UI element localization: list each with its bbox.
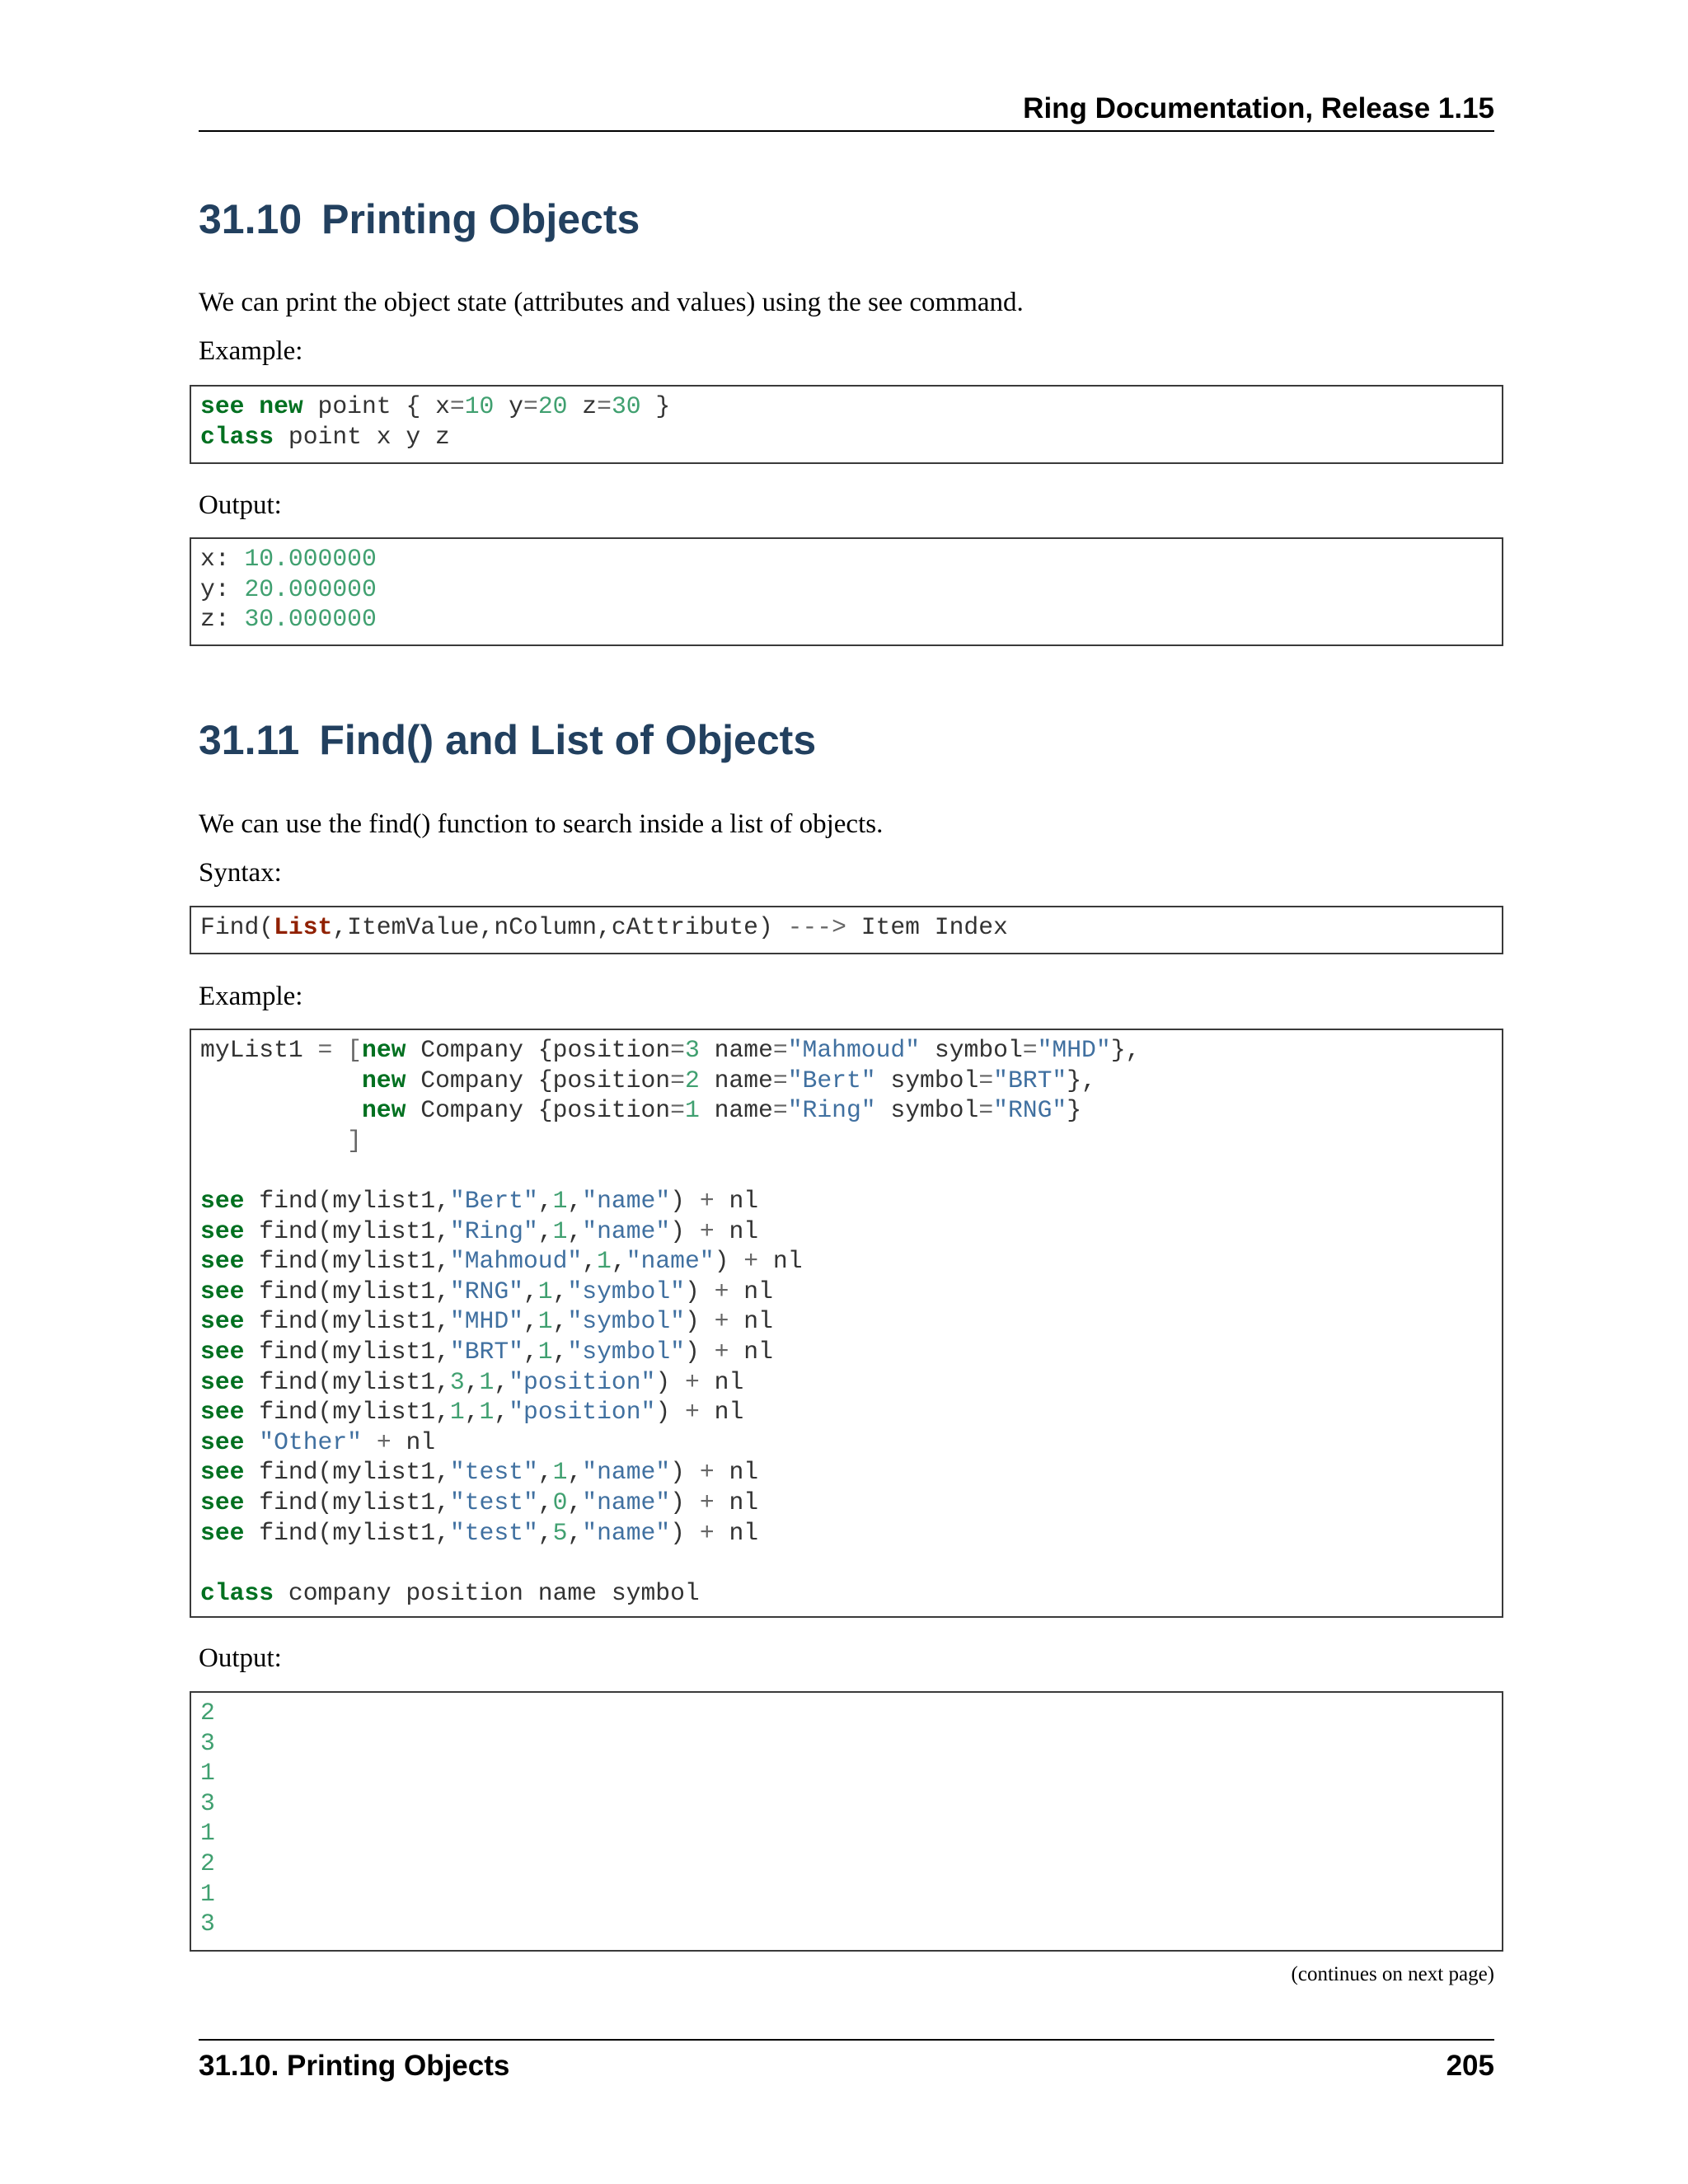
code-text: nl — [391, 1427, 436, 1456]
code-line — [200, 1849, 1493, 1879]
code-line — [200, 1155, 1493, 1186]
section-number: 31.11 — [199, 717, 300, 763]
code-line — [200, 1427, 1493, 1458]
code-text: y: — [200, 574, 245, 603]
keyword-token: see — [200, 1216, 245, 1245]
code-line — [200, 1306, 1493, 1337]
string-token: "BRT" — [993, 1066, 1067, 1094]
code-text: find(mylist1, — [244, 1488, 450, 1516]
code-text: point x y z — [274, 422, 450, 451]
code-text: , — [582, 1247, 598, 1276]
code-line — [200, 1277, 1493, 1307]
operator-token: ---> — [787, 913, 846, 941]
number-token: 1 — [200, 1879, 215, 1908]
operator-token: = — [1022, 1036, 1038, 1064]
code-text: symbol — [920, 1036, 1023, 1064]
section-number: 31.10 — [199, 196, 302, 242]
code-text: } — [1067, 1096, 1082, 1125]
code-text: ,ItemValue,nColumn,cAttribute) — [332, 913, 788, 941]
code-text: }, — [1110, 1036, 1141, 1064]
code-text: nl — [714, 1488, 759, 1516]
code-line — [200, 1337, 1493, 1367]
code-text: nl — [758, 1247, 803, 1276]
operator-token: + — [699, 1518, 715, 1547]
running-header: Ring Documentation, Release 1.15 — [1023, 92, 1494, 124]
code-line — [200, 1246, 1493, 1277]
keyword-token: see — [200, 1277, 245, 1305]
code-block — [190, 385, 1503, 464]
operator-token: = — [772, 1066, 788, 1094]
code-line — [200, 1457, 1493, 1488]
code-text — [200, 1096, 362, 1124]
operator-token: + — [699, 1186, 715, 1215]
output-block — [190, 1691, 1503, 1952]
footer-section-title: 31.10. Printing Objects — [199, 2050, 510, 2082]
code-text: ) — [714, 1247, 744, 1276]
code-text: x: — [200, 545, 245, 573]
code-text: , — [523, 1337, 538, 1366]
code-line — [200, 1126, 1493, 1156]
code-line — [200, 574, 1493, 605]
keyword-token: class — [200, 1578, 274, 1607]
operator-token: + — [699, 1216, 715, 1245]
code-line — [200, 1066, 1493, 1096]
code-text: } — [640, 392, 671, 420]
syntax-block — [190, 906, 1503, 954]
number-token: 3 — [200, 1788, 215, 1817]
keyword-token: see — [200, 1307, 245, 1336]
code-text: , — [552, 1307, 568, 1336]
code-text: ) — [670, 1186, 700, 1215]
string-token: "name" — [582, 1458, 671, 1487]
code-text: , — [537, 1518, 553, 1547]
string-token: "symbol" — [567, 1277, 685, 1305]
code-text: nl — [699, 1367, 744, 1396]
operator-token: + — [699, 1488, 715, 1516]
code-text: Company {position — [406, 1096, 671, 1125]
code-text: , — [494, 1398, 509, 1427]
string-token: "name" — [582, 1186, 671, 1215]
string-token: "Ring" — [449, 1216, 538, 1245]
code-text: find(mylist1, — [244, 1458, 450, 1487]
code-text — [200, 1066, 362, 1094]
code-text — [244, 1428, 259, 1456]
string-token: "RNG" — [993, 1096, 1067, 1125]
code-line — [200, 1879, 1493, 1910]
code-line — [200, 604, 1493, 635]
syntax-label: Syntax: — [199, 858, 282, 888]
keyword-token: see — [200, 1458, 245, 1487]
keyword-token: see — [200, 1427, 245, 1456]
operator-token: + — [714, 1307, 729, 1336]
code-line — [200, 912, 1493, 943]
operator-token: = — [978, 1096, 994, 1125]
operator-token: = — [670, 1096, 685, 1125]
operator-token: = — [670, 1066, 685, 1094]
code-text: nl — [729, 1307, 773, 1336]
section-intro: We can print the object state (attributes and values) using the see command. — [199, 288, 1024, 317]
code-text: company position name symbol — [274, 1578, 700, 1607]
output-label: Output: — [199, 1643, 282, 1673]
operator-token: + — [684, 1367, 700, 1396]
number-token: 20 — [537, 392, 568, 420]
keyword-token: see — [200, 1367, 245, 1396]
code-text: , — [494, 1367, 509, 1396]
string-token: "name" — [626, 1247, 715, 1276]
code-text: ) — [670, 1488, 700, 1516]
code-line — [200, 1788, 1493, 1819]
code-line — [200, 1095, 1493, 1126]
string-token: "test" — [449, 1458, 538, 1487]
number-token: 1 — [537, 1277, 553, 1305]
code-text: point { x — [302, 392, 450, 420]
number-token: 5 — [552, 1518, 568, 1547]
code-text: y — [494, 392, 523, 420]
number-token: 2 — [200, 1849, 215, 1877]
operator-token: + — [699, 1458, 715, 1487]
code-line — [200, 1397, 1493, 1427]
operator-token: = — [978, 1066, 994, 1094]
code-text — [332, 1036, 347, 1064]
code-line — [200, 1698, 1493, 1728]
code-line — [200, 1367, 1493, 1398]
string-token: "symbol" — [567, 1307, 685, 1336]
operator-token: + — [714, 1337, 729, 1366]
code-line — [200, 1758, 1493, 1788]
operator-token: = — [772, 1036, 788, 1064]
code-text: z — [567, 392, 598, 420]
output-label: Output: — [199, 490, 282, 520]
code-text: nl — [729, 1277, 773, 1305]
string-token: "position" — [509, 1398, 656, 1427]
code-text: , — [537, 1458, 553, 1487]
code-text: find(mylist1, — [244, 1518, 450, 1547]
section-heading-printing-objects — [199, 193, 640, 246]
code-text: nl — [714, 1458, 759, 1487]
code-line — [200, 1818, 1493, 1849]
number-token: 2 — [684, 1066, 700, 1094]
number-token: 1 — [552, 1186, 568, 1215]
code-text: , — [552, 1337, 568, 1366]
section-intro: We can use the find() function to search inside a list of objects. — [199, 809, 884, 839]
operator-token: = — [772, 1096, 788, 1125]
number-token: 1 — [537, 1307, 553, 1336]
code-text: find(mylist1, — [244, 1216, 450, 1245]
code-text: , — [537, 1488, 553, 1516]
code-text: find(mylist1, — [244, 1247, 450, 1276]
code-text: ) — [655, 1398, 685, 1427]
code-text: , — [567, 1518, 583, 1547]
string-token: "name" — [582, 1518, 671, 1547]
code-text: symbol — [875, 1096, 979, 1125]
code-text: name — [699, 1096, 773, 1125]
code-text: , — [552, 1277, 568, 1305]
code-text: Company {position — [406, 1066, 671, 1094]
string-token: "Bert" — [787, 1066, 876, 1094]
code-text: find(mylist1, — [244, 1367, 450, 1396]
keyword-token: see — [200, 392, 245, 420]
string-token: "Bert" — [449, 1186, 538, 1215]
keyword-token: see — [200, 1247, 245, 1276]
number-token: 1 — [479, 1398, 495, 1427]
code-line — [200, 1909, 1493, 1939]
code-text: , — [464, 1367, 480, 1396]
keyword-token: new — [259, 392, 303, 420]
string-token: "MHD" — [1037, 1036, 1111, 1064]
operator-token: + — [743, 1247, 759, 1276]
code-text — [362, 1428, 377, 1456]
number-token: 3 — [449, 1367, 465, 1396]
operator-token: = — [317, 1036, 333, 1064]
string-token: "position" — [509, 1367, 656, 1396]
keyword-token: new — [361, 1096, 406, 1125]
string-token: "RNG" — [449, 1277, 523, 1305]
operator-token: = — [449, 392, 465, 420]
keyword-token: see — [200, 1518, 245, 1547]
code-text: ) — [670, 1518, 700, 1547]
keyword-token: see — [200, 1186, 245, 1215]
string-token: "name" — [582, 1488, 671, 1516]
footer-rule — [199, 2039, 1494, 2041]
string-token: "Mahmoud" — [787, 1036, 921, 1064]
output-block — [190, 537, 1503, 646]
string-token: "Mahmoud" — [449, 1247, 583, 1276]
code-text: , — [567, 1186, 583, 1215]
code-text: , — [567, 1488, 583, 1516]
header-rule — [199, 130, 1494, 132]
code-text: , — [611, 1247, 626, 1276]
number-token: 1 — [552, 1458, 568, 1487]
number-token: 3 — [200, 1728, 215, 1757]
code-text: Item Index — [846, 913, 1008, 941]
example-label: Example: — [199, 982, 303, 1011]
code-text: ) — [684, 1337, 715, 1366]
keyword-token: see — [200, 1398, 245, 1427]
operator-token: = — [523, 392, 538, 420]
string-token: "symbol" — [567, 1337, 685, 1366]
operator-token: + — [376, 1427, 392, 1456]
code-text: nl — [714, 1518, 759, 1547]
code-text: Find( — [200, 913, 274, 941]
keyword-token: new — [362, 1036, 406, 1064]
code-text: nl — [714, 1186, 759, 1215]
number-token: 30.000000 — [244, 605, 377, 634]
operator-token: = — [670, 1036, 685, 1064]
code-text: , — [567, 1216, 583, 1245]
code-line — [200, 1216, 1493, 1247]
code-text: find(mylist1, — [244, 1277, 450, 1305]
number-token: 3 — [200, 1910, 215, 1938]
section-title: Find() and List of Objects — [319, 717, 817, 763]
number-token: 1 — [537, 1337, 553, 1366]
number-token: 1 — [552, 1216, 568, 1245]
code-text: }, — [1067, 1066, 1096, 1094]
code-line — [200, 391, 1493, 422]
code-text: myList1 — [200, 1036, 318, 1064]
string-token: "name" — [582, 1216, 671, 1245]
string-token: "test" — [449, 1488, 538, 1516]
section-title: Printing Objects — [321, 196, 640, 242]
code-line — [200, 1186, 1493, 1216]
code-text: ) — [655, 1367, 685, 1396]
string-token: "test" — [449, 1518, 538, 1547]
keyword-token: see — [200, 1337, 245, 1366]
keyword-token: class — [200, 422, 274, 451]
number-token: 2 — [200, 1699, 215, 1727]
code-line — [200, 1518, 1493, 1549]
operator-token: ] — [347, 1126, 362, 1155]
operator-token: + — [684, 1398, 700, 1427]
builtin-token: List — [274, 913, 333, 941]
code-text: , — [537, 1186, 553, 1215]
code-line — [200, 544, 1493, 574]
code-block — [190, 1029, 1503, 1618]
string-token: "MHD" — [449, 1307, 523, 1336]
code-text: ) — [670, 1216, 700, 1245]
code-line — [200, 1488, 1493, 1518]
number-token: 1 — [684, 1096, 700, 1125]
number-token: 1 — [597, 1247, 612, 1276]
number-token: 0 — [552, 1488, 568, 1516]
code-line — [200, 422, 1493, 452]
code-text: nl — [729, 1337, 773, 1366]
number-token: 3 — [684, 1036, 700, 1064]
section-heading-find-list-of-objects — [199, 714, 816, 766]
keyword-token: new — [361, 1066, 406, 1094]
operator-token: + — [714, 1277, 729, 1305]
code-text: , — [523, 1277, 538, 1305]
code-text: Company {position — [406, 1036, 671, 1064]
operator-token: = — [597, 392, 612, 420]
string-token: "BRT" — [449, 1337, 523, 1366]
keyword-token: see — [200, 1488, 245, 1516]
number-token: 20.000000 — [244, 574, 377, 603]
operator-token: [ — [347, 1036, 363, 1064]
code-text: ) — [684, 1277, 715, 1305]
number-token: 1 — [200, 1759, 215, 1788]
code-text: name — [699, 1036, 773, 1064]
code-text: nl — [714, 1216, 759, 1245]
code-text — [244, 392, 259, 420]
code-text: ) — [684, 1307, 715, 1336]
code-line — [200, 1548, 1493, 1578]
code-line — [200, 1728, 1493, 1759]
number-token: 1 — [449, 1398, 465, 1427]
code-line — [200, 1578, 1493, 1609]
number-token: 10.000000 — [244, 545, 377, 573]
code-text: nl — [699, 1398, 744, 1427]
number-token: 1 — [200, 1819, 215, 1848]
number-token: 1 — [479, 1367, 495, 1396]
code-text: ) — [670, 1458, 700, 1487]
number-token: 30 — [611, 392, 641, 420]
code-text: name — [699, 1066, 773, 1094]
code-text: , — [523, 1307, 538, 1336]
code-text: find(mylist1, — [244, 1186, 450, 1215]
code-text: find(mylist1, — [244, 1337, 450, 1366]
number-token: 10 — [464, 392, 495, 420]
string-token: "Ring" — [787, 1096, 876, 1125]
continues-note: (continues on next page) — [1291, 1963, 1494, 1985]
code-text: , — [567, 1458, 583, 1487]
code-text: find(mylist1, — [244, 1307, 450, 1336]
code-text — [200, 1127, 347, 1155]
code-text: z: — [200, 605, 245, 634]
code-text: , — [464, 1398, 480, 1427]
string-token: "Other" — [259, 1427, 362, 1456]
footer-page-number: 205 — [1446, 2050, 1494, 2082]
code-text: find(mylist1, — [244, 1398, 450, 1427]
code-text: symbol — [875, 1066, 979, 1094]
example-label: Example: — [199, 336, 303, 366]
code-text: , — [537, 1216, 553, 1245]
code-line — [200, 1035, 1493, 1066]
